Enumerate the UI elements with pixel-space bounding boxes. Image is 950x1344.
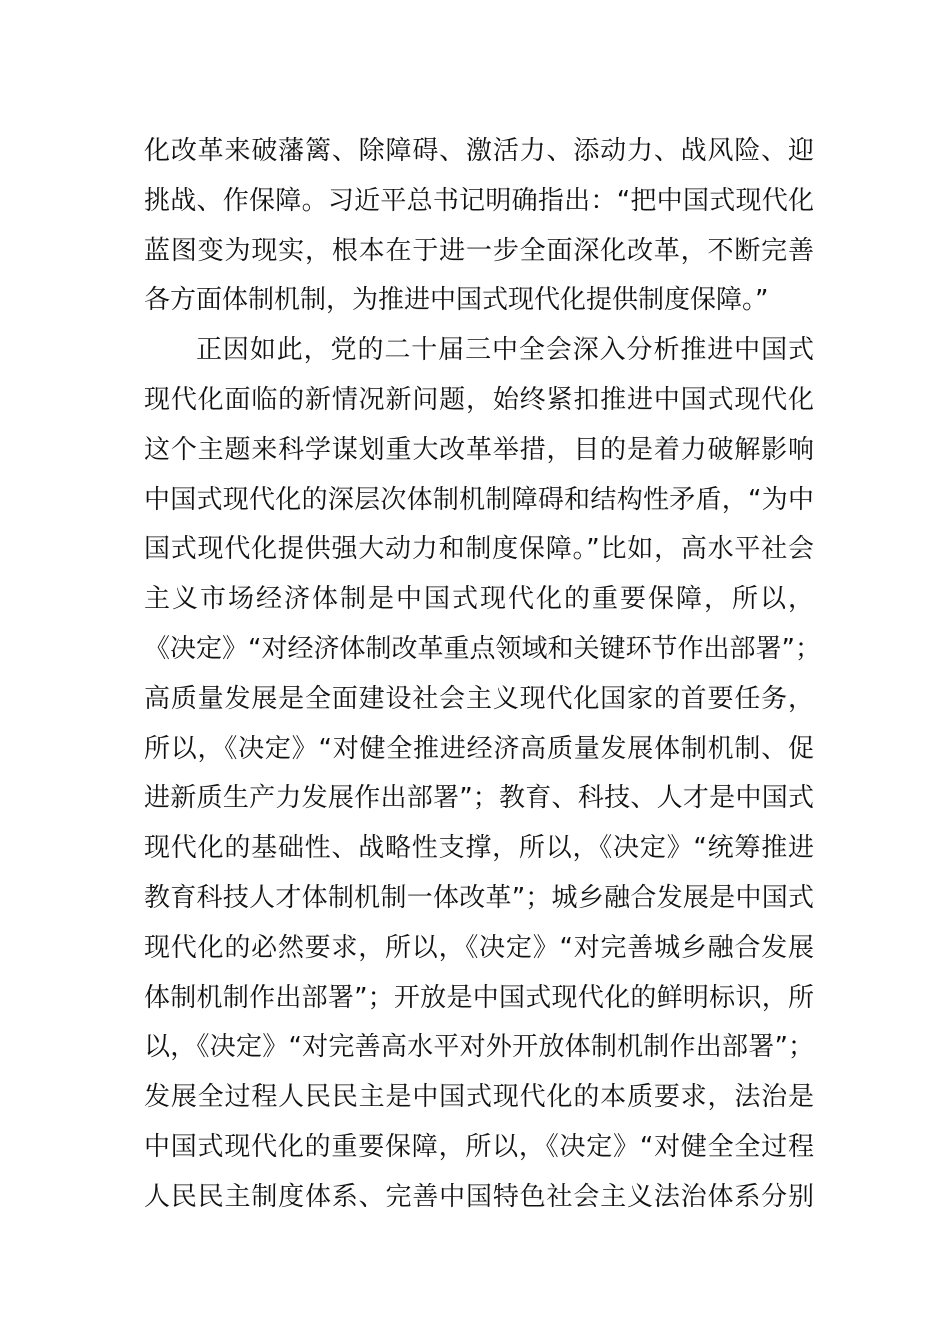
text-line: 所以，《决定》“对健全推进经济高质量发展体制机制、促: [144, 733, 814, 764]
paragraph-first-line: 正因如此，党的二十届三中全会深入分析推进中国式: [196, 335, 814, 366]
text-line: 主义市场经济体制是中国式现代化的重要保障，所以，: [144, 584, 814, 615]
text-line: 中国式现代化的深层次体制机制障碍和结构性矛盾，“为中: [144, 484, 814, 515]
text-line: 进新质生产力发展作出部署”；教育、科技、人才是中国式: [144, 783, 814, 814]
text-line: 各方面体制机制，为推进中国式现代化提供制度保障。”: [144, 285, 769, 316]
text-line: 《决定》“对经济体制改革重点领域和关键环节作出部署”；: [144, 633, 821, 664]
text-line: 国式现代化提供强大动力和制度保障。”比如，高水平社会: [144, 534, 814, 565]
text-line: 蓝图变为现实，根本在于进一步全面深化改革，不断完善: [144, 235, 814, 266]
body-text: [144, 127, 821, 1223]
text-line: 现代化的基础性、战略性支撑，所以，《决定》“统筹推进: [144, 833, 814, 864]
text-line: 这个主题来科学谋划重大改革举措，目的是着力破解影响: [144, 434, 814, 465]
text-line: 教育科技人才体制机制一体改革”；城乡融合发展是中国式: [144, 882, 814, 913]
text-line: 高质量发展是全面建设社会主义现代化国家的首要任务，: [144, 683, 814, 714]
text-line: 现代化的必然要求，所以，《决定》“对完善城乡融合发展: [144, 932, 814, 963]
text-line: 以，《决定》“对完善高水平对外开放体制机制作出部署”；: [144, 1032, 814, 1063]
text-line: 中国式现代化的重要保障，所以，《决定》“对健全全过程: [144, 1131, 814, 1162]
text-line: 人民民主制度体系、完善中国特色社会主义法治体系分别: [144, 1181, 814, 1212]
text-line: 体制机制作出部署”；开放是中国式现代化的鲜明标识，所: [144, 982, 814, 1013]
text-line: 化改革来破藩篱、除障碍、激活力、添动力、战风险、迎: [144, 136, 814, 166]
text-line: 挑战、作保障。习近平总书记明确指出：“把中国式现代化: [144, 185, 814, 216]
text-line: 现代化面临的新情况新问题，始终紧扣推进中国式现代化: [144, 384, 814, 415]
text-line: 发展全过程人民民主是中国式现代化的本质要求，法治是: [144, 1082, 814, 1113]
